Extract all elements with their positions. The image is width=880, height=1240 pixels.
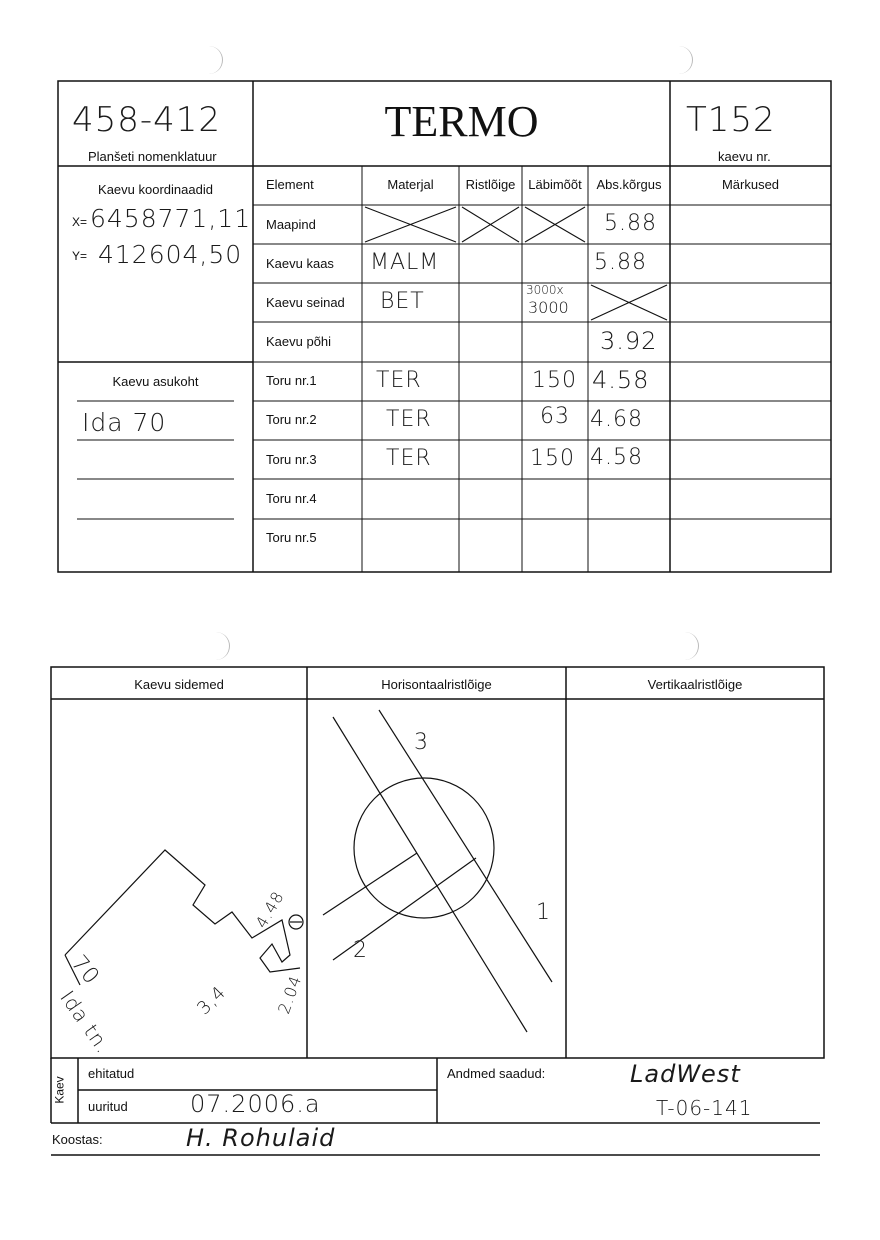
compiled-value: H. Rohulaid — [186, 1124, 336, 1152]
row-abs-height: 4.68 — [590, 407, 643, 432]
col-title-horizontal: Horisontaalristlõige — [381, 677, 492, 692]
nomenclature-value: 458-412 — [72, 100, 222, 140]
header-cross-section: Ristlõige — [465, 177, 516, 192]
form-title: TERMO — [384, 97, 539, 146]
sketch-label: 70 — [65, 950, 105, 991]
row-diameter: 150 — [530, 446, 575, 471]
x-value: 6458771,11 — [90, 204, 252, 233]
row-material: MALM — [370, 250, 440, 275]
pipe-label: 3 — [414, 730, 429, 755]
row-element: Toru nr.2 — [266, 412, 317, 427]
row-material: TER — [376, 368, 422, 393]
location-value: Ida 70 — [82, 408, 167, 437]
row-element: Toru nr.1 — [266, 373, 317, 388]
built-label: ehitatud — [88, 1066, 135, 1081]
row-material: BET — [380, 289, 425, 314]
pipe-label: 2 — [353, 938, 368, 963]
compiled-label: Koostas: — [52, 1132, 103, 1147]
location-label: Kaevu asukoht — [112, 374, 199, 389]
sketch-label: 3,4 — [193, 981, 231, 1020]
header-material: Materjal — [387, 177, 434, 192]
row-diameter: 150 — [532, 368, 577, 393]
row-abs-height: 5.88 — [594, 250, 647, 275]
col-title-sidemed: Kaevu sidemed — [134, 677, 224, 692]
row-diameter: 63 — [540, 404, 570, 429]
well-number-label: kaevu nr. — [718, 149, 771, 164]
row-abs-height: 4.58 — [592, 366, 650, 394]
kaev-label: Kaev — [52, 1076, 67, 1104]
row-abs-height: 4.58 — [590, 445, 643, 470]
row-diameter: 3000x — [526, 283, 564, 297]
row-abs-height: 5.88 — [604, 211, 657, 236]
header-element: Element — [266, 177, 314, 192]
header-diameter: Läbimõõt — [528, 177, 582, 192]
row-element: Kaevu põhi — [266, 334, 332, 349]
y-value: 412604,50 — [98, 240, 243, 269]
row-material: TER — [386, 446, 432, 471]
horizontal-section — [323, 710, 552, 1032]
coords-label: Kaevu koordinaadid — [98, 182, 213, 197]
surveyed-label: uuritud — [88, 1099, 128, 1114]
well-number-value: T152 — [686, 100, 776, 140]
sketch-label: 4.48 — [251, 887, 288, 932]
pipe-label: 1 — [536, 900, 551, 925]
row-element: Kaevu seinad — [266, 295, 345, 310]
data-from-signature: LadWest — [630, 1060, 741, 1088]
header-abs-height: Abs.kõrgus — [596, 177, 662, 192]
row-element: Toru nr.5 — [266, 530, 317, 545]
col-title-vertical: Vertikaalristlõige — [647, 677, 743, 692]
data-from-label: Andmed saadud: — [447, 1066, 546, 1081]
row-abs-height: 3.92 — [600, 327, 658, 355]
row-element: Toru nr.3 — [266, 452, 317, 467]
sketch-label: Ida tn. — [55, 985, 116, 1059]
y-label: Y= — [72, 249, 88, 263]
row-element: Kaevu kaas — [266, 256, 334, 271]
data-from-code: T-06-141 — [656, 1096, 753, 1120]
row-material: TER — [386, 407, 432, 432]
sketch-label: 2.04 — [274, 972, 306, 1017]
nomenclature-label: Planšeti nomenklatuur — [88, 149, 217, 164]
surveyed-value: 07.2006.a — [190, 1090, 321, 1118]
row-element: Toru nr.4 — [266, 491, 317, 506]
header-remarks: Märkused — [721, 177, 780, 192]
row-diameter: 3000 — [528, 298, 569, 317]
row-element: Maapind — [266, 217, 316, 232]
x-label: X= — [72, 215, 88, 229]
